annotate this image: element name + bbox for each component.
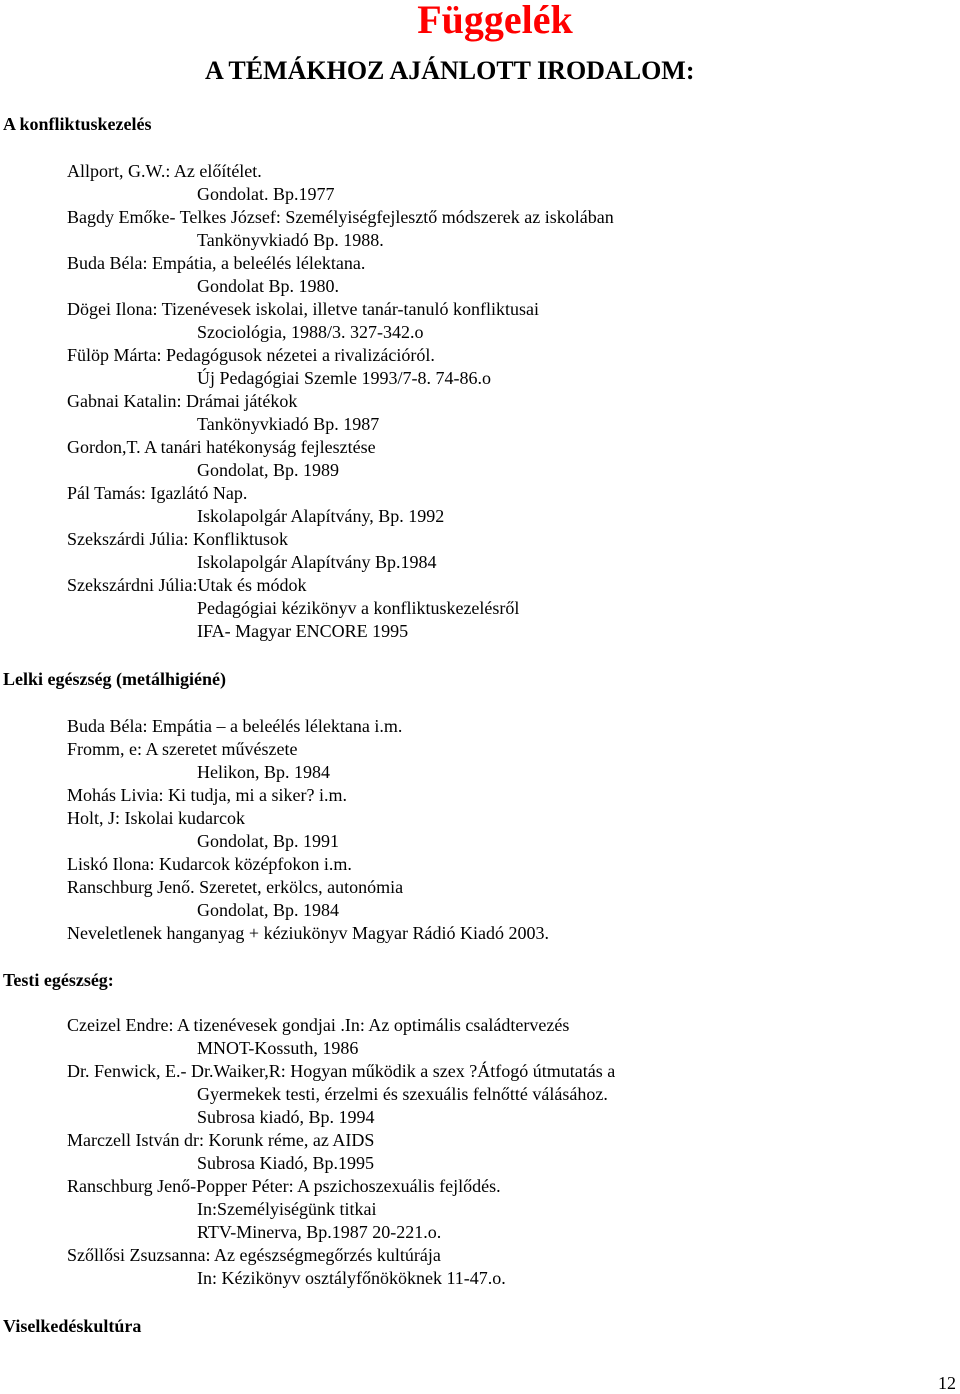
reference-line: IFA- Magyar ENCORE 1995 [197,621,409,641]
reference-line: Subrosa kiadó, Bp. 1994 [197,1107,375,1127]
reference-line: Bagdy Emőke- Telkes József: Személyiségfejlesztő módszerek az iskolában [67,207,614,227]
page-subtitle: A TÉMÁKHOZ AJÁNLOTT IRODALOM: [205,56,695,85]
reference-list-lelki-egeszseg [67,715,947,945]
reference-line: Dr. Fenwick, E.- Dr.Waiker,R: Hogyan működik a szex ?Átfogó útmutatás a [67,1061,616,1081]
page-title: Függelék [417,0,573,42]
reference-line: MNOT-Kossuth, 1986 [197,1038,359,1058]
reference-line: Liskó Ilona: Kudarcok középfokon i.m. [67,854,352,874]
reference-line: Pál Tamás: Igazlátó Nap. [67,483,248,503]
reference-line: Gondolat Bp. 1980. [197,276,339,296]
reference-line: Neveletlenek hanganyag + kéziukönyv Magyar Rádió Kiadó 2003. [67,923,550,943]
reference-line: Allport, G.W.: Az előítélet. [67,161,262,181]
section-heading-testi-egeszseg: Testi egészség: [3,970,114,990]
reference-line: Fülöp Márta: Pedagógusok nézetei a rivalizációról. [67,345,435,365]
reference-line: Mohás Livia: Ki tudja, mi a siker? i.m. [67,785,347,805]
reference-line: Szekszárdi Júlia: Konfliktusok [67,529,288,549]
reference-line: Ranschburg Jenő-Popper Péter: A pszichoszexuális fejlődés. [67,1176,501,1196]
reference-line: Szőllősi Zsuzsanna: Az egészségmegőrzés kultúrája [67,1245,441,1265]
reference-line: Iskolapolgár Alapítvány, Bp. 1992 [197,506,445,526]
reference-line: Gondolat, Bp. 1989 [197,460,339,480]
reference-line: Helikon, Bp. 1984 [197,762,330,782]
reference-line: Czeizel Endre: A tizenévesek gondjai .In: Az optimális családtervezés [67,1015,570,1035]
reference-line: Tankönyvkiadó Bp. 1988. [197,230,384,250]
reference-line: Gondolat. Bp.1977 [197,184,335,204]
reference-line: Szociológia, 1988/3. 327-342.o [197,322,424,342]
reference-line: RTV-Minerva, Bp.1987 20-221.o. [197,1222,442,1242]
section-heading-konfliktuskezeles: A konfliktuskezelés [3,114,152,134]
reference-line: Új Pedagógiai Szemle 1993/7-8. 74-86.o [197,368,491,388]
reference-line: Marczell István dr: Korunk réme, az AIDS [67,1130,375,1150]
section-heading-viselkedeskultura: Viselkedéskultúra [3,1316,142,1336]
reference-line: In: Kézikönyv osztályfőnököknek 11-47.o. [197,1268,506,1288]
reference-list-testi-egeszseg [67,1014,947,1290]
reference-line: Buda Béla: Empátia, a beleélés lélektana. [67,253,366,273]
reference-line: Holt, J: Iskolai kudarcok [67,808,245,828]
reference-list-konfliktuskezeles [67,160,947,643]
section-heading-lelki-egeszseg: Lelki egészség (metálhigiéné) [3,669,226,689]
reference-line: Dögei Ilona: Tizenévesek iskolai, illetve tanár-tanuló konfliktusai [67,299,540,319]
reference-line: Tankönyvkiadó Bp. 1987 [197,414,380,434]
reference-line: Pedagógiai kézikönyv a konfliktuskezelésről [197,598,520,618]
reference-line: Subrosa Kiadó, Bp.1995 [197,1153,374,1173]
reference-line: Ranschburg Jenő. Szeretet, erkölcs, autonómia [67,877,404,897]
reference-line: Buda Béla: Empátia – a beleélés lélektana i.m. [67,716,403,736]
reference-line: Fromm, e: A szeretet művészete [67,739,298,759]
reference-line: Gondolat, Bp. 1984 [197,900,339,920]
reference-line: Gondolat, Bp. 1991 [197,831,339,851]
reference-line: Gabnai Katalin: Drámai játékok [67,391,298,411]
reference-line: Szekszárdni Júlia:Utak és módok [67,575,307,595]
reference-line: In:Személyiségünk titkai [197,1199,377,1219]
reference-line: Gordon,T. A tanári hatékonyság fejlesztése [67,437,376,457]
page-number: 12 [938,1373,956,1393]
reference-line: Iskolapolgár Alapítvány Bp.1984 [197,552,437,572]
reference-line: Gyermekek testi, érzelmi és szexuális felnőtté válásához. [197,1084,608,1104]
